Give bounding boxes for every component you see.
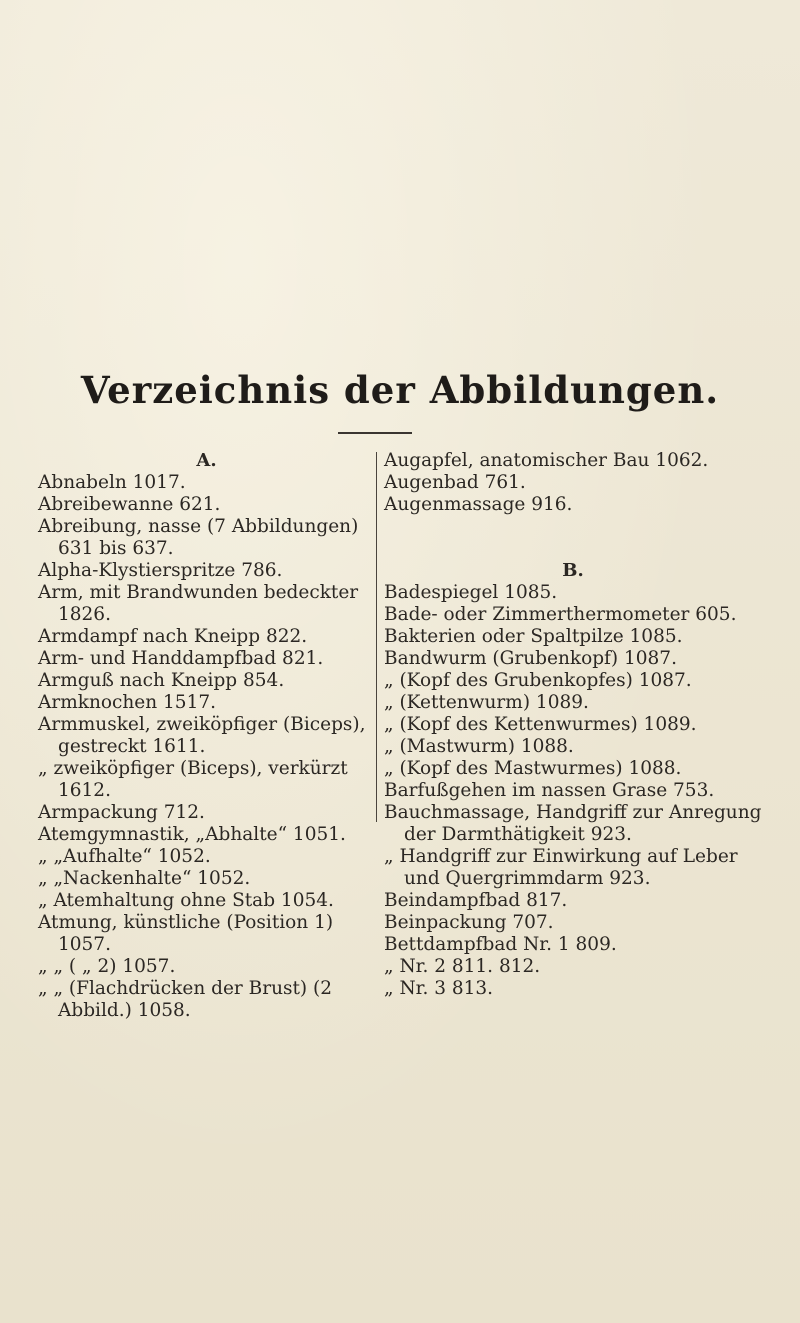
index-entry: Bade- oder Zimmerthermometer 605. [384, 604, 737, 625]
index-entry: Bauchmassage, Handgriff zur Anregung der Darmthätigkeit 923. [384, 802, 762, 845]
index-entry: Arm- und Handdampfbad 821. [38, 648, 324, 669]
index-entry: „ „Aufhalte“ 1052. [38, 846, 211, 867]
index-entry: Arm, mit Brandwunden bedeckter 1826. [38, 582, 359, 625]
index-entry: Abreibung, nasse (7 Abbildungen) 631 bis 637. [38, 516, 359, 559]
index-entry: Armdampf nach Kneipp 822. [38, 626, 308, 647]
index-entry: „ Atemhaltung ohne Stab 1054. [38, 890, 334, 911]
index-entry: Augenmassage 916. [384, 494, 573, 515]
index-entry: Beindampfbad 817. [384, 890, 568, 911]
index-entry: Armpackung 712. [38, 802, 205, 823]
column-divider [376, 452, 377, 822]
index-entry: Armmuskel, zweiköpfiger (Biceps), gestreckt 1611. [38, 714, 366, 757]
index-entry: Alpha-Klystierspritze 786. [38, 560, 283, 581]
title-rule [338, 432, 412, 434]
index-entry: „ (Kettenwurm) 1089. [384, 692, 589, 713]
index-entry: Atmung, künstliche (Position 1) 1057. [38, 912, 334, 955]
index-entry: Armknochen 1517. [38, 692, 216, 713]
index-entry: Bettdampfbad Nr. 1 809. [384, 934, 617, 955]
index-entry: Barfußgehen im nassen Grase 753. [384, 780, 715, 801]
index-entry: „ Nr. 3 813. [384, 978, 494, 999]
index-entry: Armguß nach Kneipp 854. [38, 670, 285, 691]
index-entry: Atemgymnastik, „Abhalte“ 1051. [38, 824, 346, 845]
page-title: Verzeichnis der Abbildungen. [80, 368, 720, 412]
index-entry: „ Handgriff zur Einwirkung auf Leber und Quergrimmdarm 923. [384, 846, 738, 889]
index-entry: Abreibewanne 621. [38, 494, 221, 515]
index-entry: „ (Kopf des Grubenkopfes) 1087. [384, 670, 692, 691]
index-entry: Augenbad 761. [384, 472, 526, 493]
section-letter-a: A. [196, 450, 217, 471]
index-entry: „ „ (Flachdrücken der Brust) (2 Abbild.) 1058. [38, 978, 333, 1021]
index-entry: „ zweiköpfiger (Biceps), verkürzt 1612. [38, 758, 348, 801]
index-entry: Bandwurm (Grubenkopf) 1087. [384, 648, 677, 669]
index-entry: Bakterien oder Spaltpilze 1085. [384, 626, 683, 647]
index-entry: Badespiegel 1085. [384, 582, 558, 603]
index-entry: „ „ ( „ 2) 1057. [38, 956, 176, 977]
index-entry: Augapfel, anatomischer Bau 1062. [384, 450, 709, 471]
index-entry: „ „Nackenhalte“ 1052. [38, 868, 251, 889]
index-entry: Abnabeln 1017. [38, 472, 186, 493]
index-entry: „ (Mastwurm) 1088. [384, 736, 574, 757]
index-entry: Beinpackung 707. [384, 912, 554, 933]
index-entry: „ (Kopf des Kettenwurmes) 1089. [384, 714, 697, 735]
right-column [384, 450, 762, 1000]
index-entry: „ (Kopf des Mastwurmes) 1088. [384, 758, 682, 779]
index-entry: „ Nr. 2 811. 812. [384, 956, 541, 977]
section-letter-b: B. [562, 560, 584, 581]
left-column [38, 450, 375, 1022]
